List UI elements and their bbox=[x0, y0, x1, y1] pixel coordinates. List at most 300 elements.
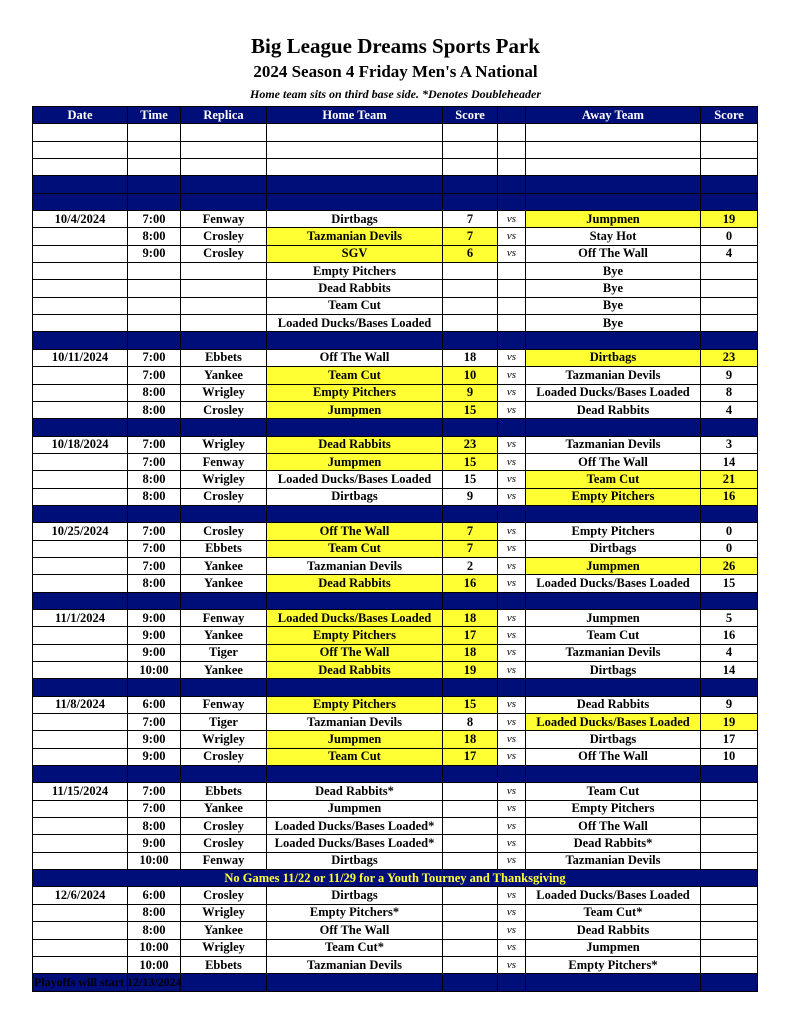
game-row bbox=[33, 887, 758, 904]
replica-cell bbox=[181, 315, 267, 332]
time-cell: 9:00 bbox=[128, 835, 181, 852]
time-cell: 7:00 bbox=[128, 557, 181, 574]
vs-cell: vs bbox=[498, 401, 526, 418]
separator-cell bbox=[701, 679, 758, 696]
game-row bbox=[33, 731, 758, 748]
separator-cell bbox=[443, 592, 498, 609]
replica-cell: Fenway bbox=[181, 453, 267, 470]
home-score-cell: 23 bbox=[443, 436, 498, 453]
away-score-cell: 9 bbox=[701, 696, 758, 713]
away-team-cell: Off The Wall bbox=[526, 453, 701, 470]
away-team-cell: Team Cut bbox=[526, 783, 701, 800]
game-row bbox=[33, 939, 758, 956]
blank-cell bbox=[498, 124, 526, 141]
home-team-cell: Empty Pitchers bbox=[267, 263, 443, 280]
time-cell: 9:00 bbox=[128, 731, 181, 748]
home-team-cell: Jumpmen bbox=[267, 453, 443, 470]
away-score-cell: 26 bbox=[701, 557, 758, 574]
vs-cell: vs bbox=[498, 575, 526, 592]
separator-cell bbox=[701, 974, 758, 991]
time-cell bbox=[128, 263, 181, 280]
away-score-cell: 0 bbox=[701, 540, 758, 557]
time-cell: 7:00 bbox=[128, 714, 181, 731]
col-away-score-header: Score bbox=[701, 107, 758, 124]
vs-cell: vs bbox=[498, 800, 526, 817]
separator-cell bbox=[267, 766, 443, 783]
vs-cell: vs bbox=[498, 488, 526, 505]
game-row bbox=[33, 818, 758, 835]
separator-cell bbox=[267, 679, 443, 696]
game-row bbox=[33, 627, 758, 644]
home-team-cell: Empty Pitchers bbox=[267, 384, 443, 401]
replica-cell: Wrigley bbox=[181, 731, 267, 748]
date-cell bbox=[33, 627, 128, 644]
date-cell: 12/6/2024 bbox=[33, 887, 128, 904]
separator-cell bbox=[33, 176, 128, 193]
separator-cell bbox=[128, 332, 181, 349]
vs-cell: vs bbox=[498, 818, 526, 835]
home-team-cell: Dirtbags bbox=[267, 887, 443, 904]
game-row bbox=[33, 228, 758, 245]
home-score-cell bbox=[443, 852, 498, 869]
replica-cell: Yankee bbox=[181, 800, 267, 817]
away-score-cell: 4 bbox=[701, 245, 758, 262]
home-score-cell: 6 bbox=[443, 245, 498, 262]
replica-cell: Yankee bbox=[181, 627, 267, 644]
game-row bbox=[33, 575, 758, 592]
col-time-header: Time bbox=[128, 107, 181, 124]
away-team-cell: Loaded Ducks/Bases Loaded bbox=[526, 384, 701, 401]
separator-cell bbox=[33, 505, 128, 522]
vs-cell: vs bbox=[498, 835, 526, 852]
game-row bbox=[33, 662, 758, 679]
col-away-team-header: Away Team bbox=[526, 107, 701, 124]
home-team-cell: Empty Pitchers bbox=[267, 627, 443, 644]
game-row bbox=[33, 315, 758, 332]
time-cell: 9:00 bbox=[128, 609, 181, 626]
replica-cell: Yankee bbox=[181, 575, 267, 592]
away-team-cell: Loaded Ducks/Bases Loaded bbox=[526, 575, 701, 592]
home-score-cell bbox=[443, 783, 498, 800]
time-cell: 7:00 bbox=[128, 523, 181, 540]
away-score-cell bbox=[701, 835, 758, 852]
blank-cell bbox=[181, 159, 267, 176]
replica-cell: Wrigley bbox=[181, 904, 267, 921]
vs-cell: vs bbox=[498, 939, 526, 956]
date-cell bbox=[33, 384, 128, 401]
away-score-cell bbox=[701, 956, 758, 973]
home-score-cell: 16 bbox=[443, 575, 498, 592]
away-score-cell bbox=[701, 800, 758, 817]
game-row bbox=[33, 297, 758, 314]
separator-cell bbox=[701, 766, 758, 783]
home-score-cell bbox=[443, 922, 498, 939]
separator-cell bbox=[181, 974, 267, 991]
game-row bbox=[33, 280, 758, 297]
vs-cell: vs bbox=[498, 662, 526, 679]
vs-cell bbox=[498, 280, 526, 297]
home-score-cell bbox=[443, 887, 498, 904]
vs-cell bbox=[498, 263, 526, 280]
away-score-cell: 19 bbox=[701, 714, 758, 731]
away-score-cell: 10 bbox=[701, 748, 758, 765]
replica-cell: Tiger bbox=[181, 714, 267, 731]
replica-cell: Ebbets bbox=[181, 956, 267, 973]
separator-cell bbox=[267, 505, 443, 522]
time-cell: 8:00 bbox=[128, 401, 181, 418]
time-cell: 9:00 bbox=[128, 644, 181, 661]
home-score-cell bbox=[443, 939, 498, 956]
replica-cell: Yankee bbox=[181, 367, 267, 384]
home-team-cell: Off The Wall bbox=[267, 349, 443, 366]
week-separator-row bbox=[33, 592, 758, 609]
date-cell bbox=[33, 401, 128, 418]
away-score-cell: 4 bbox=[701, 644, 758, 661]
separator-cell bbox=[128, 193, 181, 210]
separator-cell bbox=[443, 974, 498, 991]
away-team-cell: Tazmanian Devils bbox=[526, 436, 701, 453]
replica-cell: Crosley bbox=[181, 245, 267, 262]
time-cell: 9:00 bbox=[128, 627, 181, 644]
away-score-cell: 19 bbox=[701, 211, 758, 228]
separator-cell bbox=[498, 419, 526, 436]
home-team-cell: Dead Rabbits bbox=[267, 436, 443, 453]
replica-cell: Ebbets bbox=[181, 540, 267, 557]
time-cell: 6:00 bbox=[128, 887, 181, 904]
away-score-cell: 16 bbox=[701, 488, 758, 505]
separator-cell bbox=[443, 766, 498, 783]
vs-cell: vs bbox=[498, 211, 526, 228]
blank-row bbox=[33, 159, 758, 176]
vs-cell: vs bbox=[498, 956, 526, 973]
separator-cell bbox=[526, 679, 701, 696]
page-title: Big League Dreams Sports Park bbox=[251, 34, 540, 58]
col-replica-header: Replica bbox=[181, 107, 267, 124]
home-score-cell: 7 bbox=[443, 211, 498, 228]
game-row bbox=[33, 904, 758, 921]
home-team-cell: Empty Pitchers* bbox=[267, 904, 443, 921]
home-team-cell: Team Cut bbox=[267, 367, 443, 384]
blank-cell bbox=[443, 124, 498, 141]
home-score-cell bbox=[443, 800, 498, 817]
header-row bbox=[33, 107, 758, 124]
replica-cell bbox=[181, 263, 267, 280]
home-team-cell: Dead Rabbits bbox=[267, 280, 443, 297]
blank-cell bbox=[33, 159, 128, 176]
separator-cell bbox=[128, 505, 181, 522]
date-cell bbox=[33, 453, 128, 470]
time-cell: 9:00 bbox=[128, 245, 181, 262]
vs-cell: vs bbox=[498, 644, 526, 661]
home-team-cell: Loaded Ducks/Bases Loaded* bbox=[267, 818, 443, 835]
time-cell: 6:00 bbox=[128, 696, 181, 713]
separator-cell bbox=[181, 332, 267, 349]
time-cell: 10:00 bbox=[128, 956, 181, 973]
blank-cell bbox=[526, 141, 701, 158]
home-team-cell: Loaded Ducks/Bases Loaded bbox=[267, 315, 443, 332]
home-team-cell: Team Cut bbox=[267, 297, 443, 314]
separator-cell bbox=[526, 176, 701, 193]
away-team-cell: Off The Wall bbox=[526, 818, 701, 835]
away-team-cell: Team Cut bbox=[526, 471, 701, 488]
date-cell bbox=[33, 800, 128, 817]
separator-cell bbox=[443, 505, 498, 522]
time-cell: 10:00 bbox=[128, 662, 181, 679]
week-separator-row bbox=[33, 193, 758, 210]
home-score-cell: 17 bbox=[443, 627, 498, 644]
separator-cell bbox=[701, 193, 758, 210]
vs-cell: vs bbox=[498, 696, 526, 713]
time-cell: 7:00 bbox=[128, 453, 181, 470]
time-cell bbox=[128, 280, 181, 297]
week-separator-row bbox=[33, 505, 758, 522]
time-cell: 10:00 bbox=[128, 939, 181, 956]
separator-cell bbox=[267, 332, 443, 349]
game-row bbox=[33, 384, 758, 401]
game-row bbox=[33, 922, 758, 939]
vs-cell bbox=[498, 297, 526, 314]
col-home-team-header: Home Team bbox=[267, 107, 443, 124]
away-score-cell bbox=[701, 783, 758, 800]
home-team-cell: Team Cut bbox=[267, 748, 443, 765]
away-score-cell: 15 bbox=[701, 575, 758, 592]
blank-cell bbox=[181, 124, 267, 141]
home-team-cell: Jumpmen bbox=[267, 401, 443, 418]
game-row bbox=[33, 401, 758, 418]
separator-cell bbox=[128, 592, 181, 609]
home-team-cell: Loaded Ducks/Bases Loaded bbox=[267, 471, 443, 488]
game-row bbox=[33, 367, 758, 384]
away-score-cell bbox=[701, 887, 758, 904]
home-score-cell: 19 bbox=[443, 662, 498, 679]
home-score-cell: 18 bbox=[443, 609, 498, 626]
game-row bbox=[33, 852, 758, 869]
replica-cell: Crosley bbox=[181, 228, 267, 245]
separator-cell bbox=[443, 419, 498, 436]
separator-cell bbox=[128, 679, 181, 696]
away-score-cell bbox=[701, 280, 758, 297]
away-team-cell: Jumpmen bbox=[526, 939, 701, 956]
date-cell bbox=[33, 748, 128, 765]
time-cell: 7:00 bbox=[128, 800, 181, 817]
home-score-cell: 7 bbox=[443, 523, 498, 540]
away-team-cell: Empty Pitchers bbox=[526, 800, 701, 817]
time-cell: 8:00 bbox=[128, 228, 181, 245]
replica-cell: Yankee bbox=[181, 662, 267, 679]
vs-cell: vs bbox=[498, 714, 526, 731]
away-score-cell bbox=[701, 263, 758, 280]
date-cell: 11/8/2024 bbox=[33, 696, 128, 713]
away-score-cell bbox=[701, 297, 758, 314]
separator-cell bbox=[181, 592, 267, 609]
game-row bbox=[33, 800, 758, 817]
away-score-cell bbox=[701, 852, 758, 869]
away-score-cell: 3 bbox=[701, 436, 758, 453]
away-team-cell: Dead Rabbits bbox=[526, 401, 701, 418]
week-separator-row bbox=[33, 679, 758, 696]
away-score-cell: 4 bbox=[701, 401, 758, 418]
time-cell: 8:00 bbox=[128, 471, 181, 488]
separator-cell bbox=[498, 193, 526, 210]
time-cell: 10:00 bbox=[128, 852, 181, 869]
week-separator-row bbox=[33, 332, 758, 349]
time-cell: 8:00 bbox=[128, 818, 181, 835]
away-score-cell bbox=[701, 939, 758, 956]
blank-row bbox=[33, 141, 758, 158]
home-score-cell bbox=[443, 280, 498, 297]
away-team-cell: Bye bbox=[526, 280, 701, 297]
game-row bbox=[33, 471, 758, 488]
vs-cell: vs bbox=[498, 384, 526, 401]
away-team-cell: Tazmanian Devils bbox=[526, 852, 701, 869]
col-home-score-header: Score bbox=[443, 107, 498, 124]
vs-cell: vs bbox=[498, 453, 526, 470]
blank-row bbox=[33, 124, 758, 141]
away-score-cell: 17 bbox=[701, 731, 758, 748]
home-team-cell: Off The Wall bbox=[267, 644, 443, 661]
separator-cell bbox=[267, 419, 443, 436]
time-cell: 8:00 bbox=[128, 384, 181, 401]
home-score-cell: 17 bbox=[443, 748, 498, 765]
replica-cell: Yankee bbox=[181, 922, 267, 939]
separator-cell bbox=[701, 176, 758, 193]
week-separator-row bbox=[33, 176, 758, 193]
game-row bbox=[33, 263, 758, 280]
date-cell bbox=[33, 471, 128, 488]
away-score-cell: 5 bbox=[701, 609, 758, 626]
separator-cell bbox=[181, 419, 267, 436]
game-row bbox=[33, 644, 758, 661]
date-cell: 10/11/2024 bbox=[33, 349, 128, 366]
separator-cell bbox=[701, 332, 758, 349]
blank-cell bbox=[443, 159, 498, 176]
game-row bbox=[33, 540, 758, 557]
date-cell bbox=[33, 488, 128, 505]
date-cell bbox=[33, 939, 128, 956]
game-row bbox=[33, 696, 758, 713]
home-team-cell: Team Cut* bbox=[267, 939, 443, 956]
page-subtitle: 2024 Season 4 Friday Men's A National bbox=[253, 62, 538, 81]
date-cell bbox=[33, 904, 128, 921]
home-team-cell: Loaded Ducks/Bases Loaded bbox=[267, 609, 443, 626]
home-team-cell: Tazmanian Devils bbox=[267, 714, 443, 731]
separator-cell bbox=[128, 419, 181, 436]
home-score-cell: 7 bbox=[443, 540, 498, 557]
away-team-cell: Bye bbox=[526, 263, 701, 280]
time-cell: 7:00 bbox=[128, 349, 181, 366]
vs-cell bbox=[498, 315, 526, 332]
away-score-cell bbox=[701, 904, 758, 921]
col-date-header: Date bbox=[33, 107, 128, 124]
home-score-cell: 18 bbox=[443, 644, 498, 661]
vs-cell: vs bbox=[498, 922, 526, 939]
vs-cell: vs bbox=[498, 245, 526, 262]
away-team-cell: Dirtbags bbox=[526, 540, 701, 557]
away-team-cell: Dirtbags bbox=[526, 731, 701, 748]
blank-cell bbox=[181, 141, 267, 158]
date-cell bbox=[33, 922, 128, 939]
home-team-cell: Team Cut bbox=[267, 540, 443, 557]
schedule-body bbox=[33, 124, 758, 991]
separator-cell bbox=[181, 766, 267, 783]
date-cell: 10/18/2024 bbox=[33, 436, 128, 453]
replica-cell: Wrigley bbox=[181, 436, 267, 453]
away-score-cell: 21 bbox=[701, 471, 758, 488]
away-score-cell: 14 bbox=[701, 453, 758, 470]
separator-cell bbox=[128, 176, 181, 193]
separator-cell bbox=[33, 679, 128, 696]
separator-cell bbox=[181, 193, 267, 210]
away-team-cell: Stay Hot bbox=[526, 228, 701, 245]
date-cell bbox=[33, 731, 128, 748]
away-team-cell: Team Cut* bbox=[526, 904, 701, 921]
date-cell bbox=[33, 852, 128, 869]
time-cell: 9:00 bbox=[128, 748, 181, 765]
replica-cell: Crosley bbox=[181, 523, 267, 540]
away-team-cell: Jumpmen bbox=[526, 211, 701, 228]
blank-cell bbox=[701, 141, 758, 158]
separator-cell bbox=[526, 766, 701, 783]
home-team-cell: Tazmanian Devils bbox=[267, 956, 443, 973]
home-score-cell: 2 bbox=[443, 557, 498, 574]
vs-cell: vs bbox=[498, 523, 526, 540]
time-cell: 7:00 bbox=[128, 436, 181, 453]
separator-cell bbox=[128, 766, 181, 783]
date-cell bbox=[33, 297, 128, 314]
vs-cell: vs bbox=[498, 228, 526, 245]
separator-cell bbox=[701, 419, 758, 436]
game-row bbox=[33, 488, 758, 505]
replica-cell: Fenway bbox=[181, 609, 267, 626]
away-team-cell: Tazmanian Devils bbox=[526, 367, 701, 384]
replica-cell bbox=[181, 297, 267, 314]
time-cell: 7:00 bbox=[128, 211, 181, 228]
vs-cell: vs bbox=[498, 557, 526, 574]
replica-cell: Ebbets bbox=[181, 783, 267, 800]
time-cell: 8:00 bbox=[128, 922, 181, 939]
away-team-cell: Team Cut bbox=[526, 627, 701, 644]
replica-cell: Ebbets bbox=[181, 349, 267, 366]
home-score-cell: 7 bbox=[443, 228, 498, 245]
separator-cell bbox=[181, 505, 267, 522]
separator-cell bbox=[701, 505, 758, 522]
separator-cell bbox=[443, 176, 498, 193]
home-score-cell: 15 bbox=[443, 401, 498, 418]
separator-cell bbox=[526, 193, 701, 210]
vs-cell: vs bbox=[498, 540, 526, 557]
away-score-cell: 23 bbox=[701, 349, 758, 366]
date-cell bbox=[33, 540, 128, 557]
separator-cell bbox=[526, 419, 701, 436]
blank-cell bbox=[701, 124, 758, 141]
game-row bbox=[33, 956, 758, 973]
home-score-cell: 15 bbox=[443, 453, 498, 470]
vs-cell: vs bbox=[498, 904, 526, 921]
replica-cell: Crosley bbox=[181, 488, 267, 505]
playoffs-note: Playoffs will start 12/13/2024 bbox=[34, 975, 182, 989]
date-cell bbox=[33, 367, 128, 384]
blank-cell bbox=[267, 124, 443, 141]
date-cell bbox=[33, 228, 128, 245]
page-note: Home team sits on third base side. *Denotes Doubleheader bbox=[250, 87, 541, 101]
blank-cell bbox=[498, 141, 526, 158]
away-score-cell: 0 bbox=[701, 228, 758, 245]
date-cell: 10/4/2024 bbox=[33, 211, 128, 228]
game-row bbox=[33, 783, 758, 800]
vs-cell: vs bbox=[498, 349, 526, 366]
separator-cell bbox=[443, 193, 498, 210]
date-cell bbox=[33, 557, 128, 574]
